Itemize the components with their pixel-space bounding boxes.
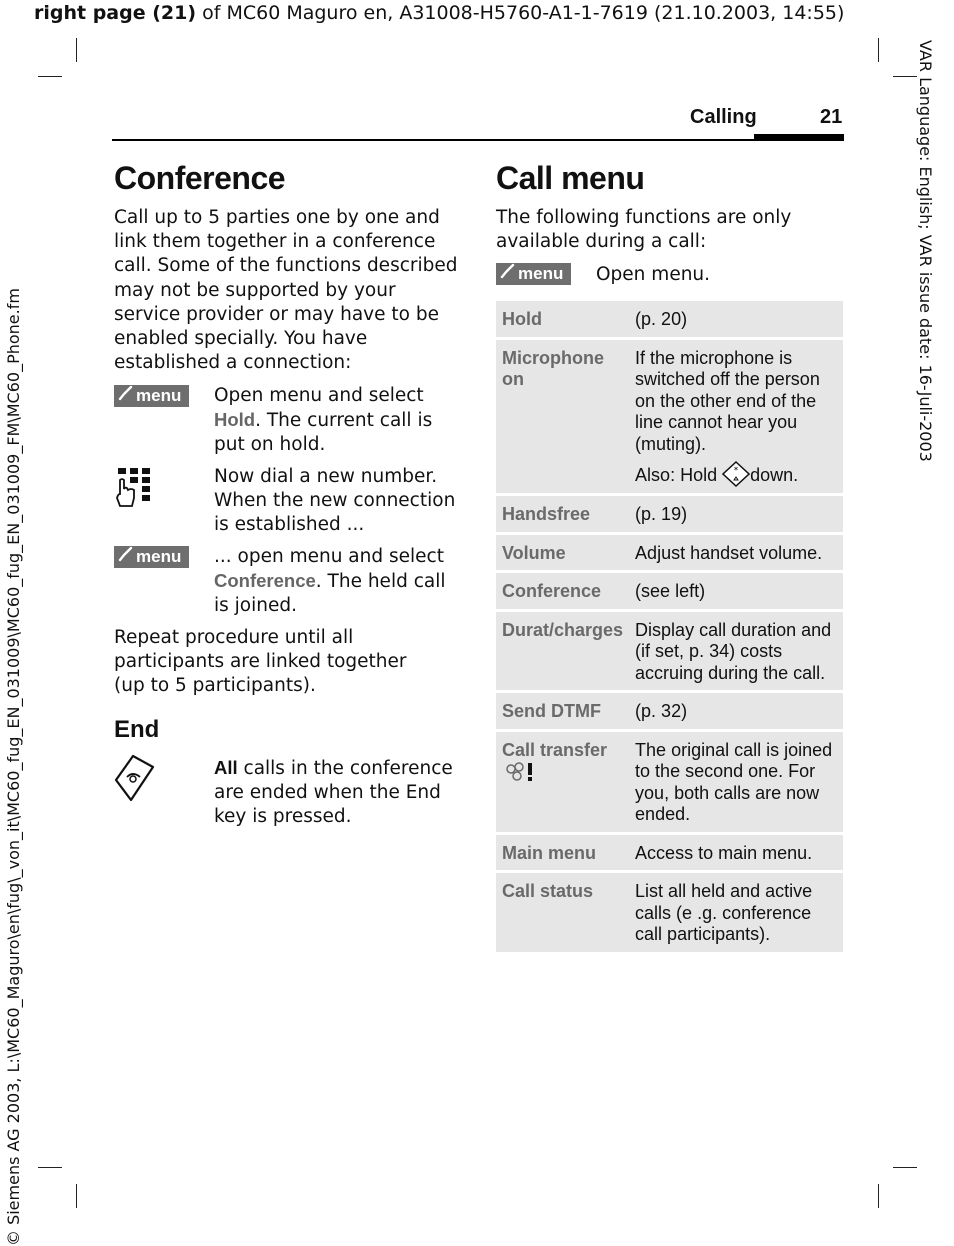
page-number: 21 xyxy=(820,106,843,128)
conference-step-1: Open menu and select Hold. The current call is put on hold. xyxy=(214,385,433,456)
end-heading: End xyxy=(114,716,160,743)
menu-item-name: Call transfer xyxy=(496,732,629,832)
menu-item-name: Handsfree xyxy=(496,496,629,532)
menu-item-name: Main menu xyxy=(496,835,629,871)
conference-repeat: Repeat procedure until all participants are linked together (up to 5 participants). xyxy=(114,627,407,697)
call-menu-intro: The following functions are only available during a call: xyxy=(496,207,792,253)
menu-item-desc: The original call is joined to the second one. For you, both calls are now ended. xyxy=(629,732,843,832)
menu-item-desc: (p. 32) xyxy=(629,693,843,729)
menu-item-name: Hold xyxy=(496,301,629,337)
menu-item-desc: List all held and active calls (e .g. conference call participants). xyxy=(629,873,843,952)
network-service-icon xyxy=(503,761,537,783)
menu-item-name: Send DTMF xyxy=(496,693,629,729)
crop-mark xyxy=(38,1167,62,1168)
end-key-icon xyxy=(113,753,157,807)
table-row xyxy=(496,496,843,532)
print-info-line: right page (21) of MC60 Maguro en, A31008-H5760-A1-1-7619 (21.10.2003, 14:55) xyxy=(34,2,845,24)
keypad-icon xyxy=(114,466,158,514)
crop-mark xyxy=(76,1184,77,1208)
menu-item-name: Volume xyxy=(496,535,629,571)
crop-mark xyxy=(893,1167,917,1168)
table-row xyxy=(496,732,843,832)
table-row xyxy=(496,340,843,494)
conference-intro: Call up to 5 parties one by one and link them together in a conference call. Some of the functions described may not be supported by your service provider or may have to be enabled specially. You have established a connection: xyxy=(114,207,458,374)
crop-mark xyxy=(76,38,77,62)
var-language-note: VAR Language: English; VAR issue date: 16-Juli-2003 xyxy=(916,40,935,462)
table-row xyxy=(496,835,843,871)
menu-item-desc: Access to main menu. xyxy=(629,835,843,871)
svg-text:*: * xyxy=(733,466,739,476)
menu-item-desc: (see left) xyxy=(629,573,843,609)
menu-item-desc: (p. 20) xyxy=(629,301,843,337)
header-section-title: Calling xyxy=(690,106,757,128)
menu-item-desc: Display call duration and (if set, p. 34) costs accruing during the call. xyxy=(629,612,843,691)
menu-item-name: Durat/charges xyxy=(496,612,629,691)
crop-mark xyxy=(38,76,62,77)
table-row xyxy=(496,535,843,571)
table-row xyxy=(496,873,843,952)
end-description: All calls in the conference are ended when the End key is pressed. xyxy=(214,757,453,828)
crop-mark xyxy=(893,76,917,77)
header-rule-accent xyxy=(754,134,844,140)
crop-mark xyxy=(878,1184,879,1208)
menu-softkey: menu xyxy=(114,385,189,407)
table-row xyxy=(496,573,843,609)
handset-icon xyxy=(118,546,134,562)
menu-softkey: menu xyxy=(114,546,189,568)
conference-step-2: Now dial a new number. When the new connection is established ... xyxy=(214,466,456,536)
handset-icon xyxy=(500,263,516,279)
menu-item-desc: If the microphone is switched off the person on the other end of the line cannot hear you (muting). Also: Hold * down. xyxy=(629,340,843,494)
menu-item-desc: Adjust handset volume. xyxy=(629,535,843,571)
handset-icon xyxy=(118,385,134,401)
conference-step-3: ... open menu and select Conference. The held call is joined. xyxy=(214,546,446,617)
header-rule xyxy=(112,139,844,141)
crop-mark xyxy=(878,38,879,62)
menu-item-desc: (p. 19) xyxy=(629,496,843,532)
call-menu-table xyxy=(496,298,843,955)
file-path-note: © Siemens AG 2003, L:\MC60_Maguro\en\fug\_von_it\MC60_fug_EN_031009\MC60_fug_EN_031009_FM\MC60_Phone.fm xyxy=(4,288,23,1246)
menu-item-name: Conference xyxy=(496,573,629,609)
open-menu-text: Open menu. xyxy=(596,264,711,285)
star-key-icon xyxy=(722,461,750,487)
menu-item-name: Call status xyxy=(496,873,629,952)
table-row xyxy=(496,612,843,691)
call-menu-heading: Call menu xyxy=(496,160,645,196)
table-row xyxy=(496,301,843,337)
menu-softkey: menu xyxy=(496,263,571,285)
conference-heading: Conference xyxy=(114,160,286,196)
menu-item-name: Microphone on xyxy=(496,340,629,494)
table-row xyxy=(496,693,843,729)
